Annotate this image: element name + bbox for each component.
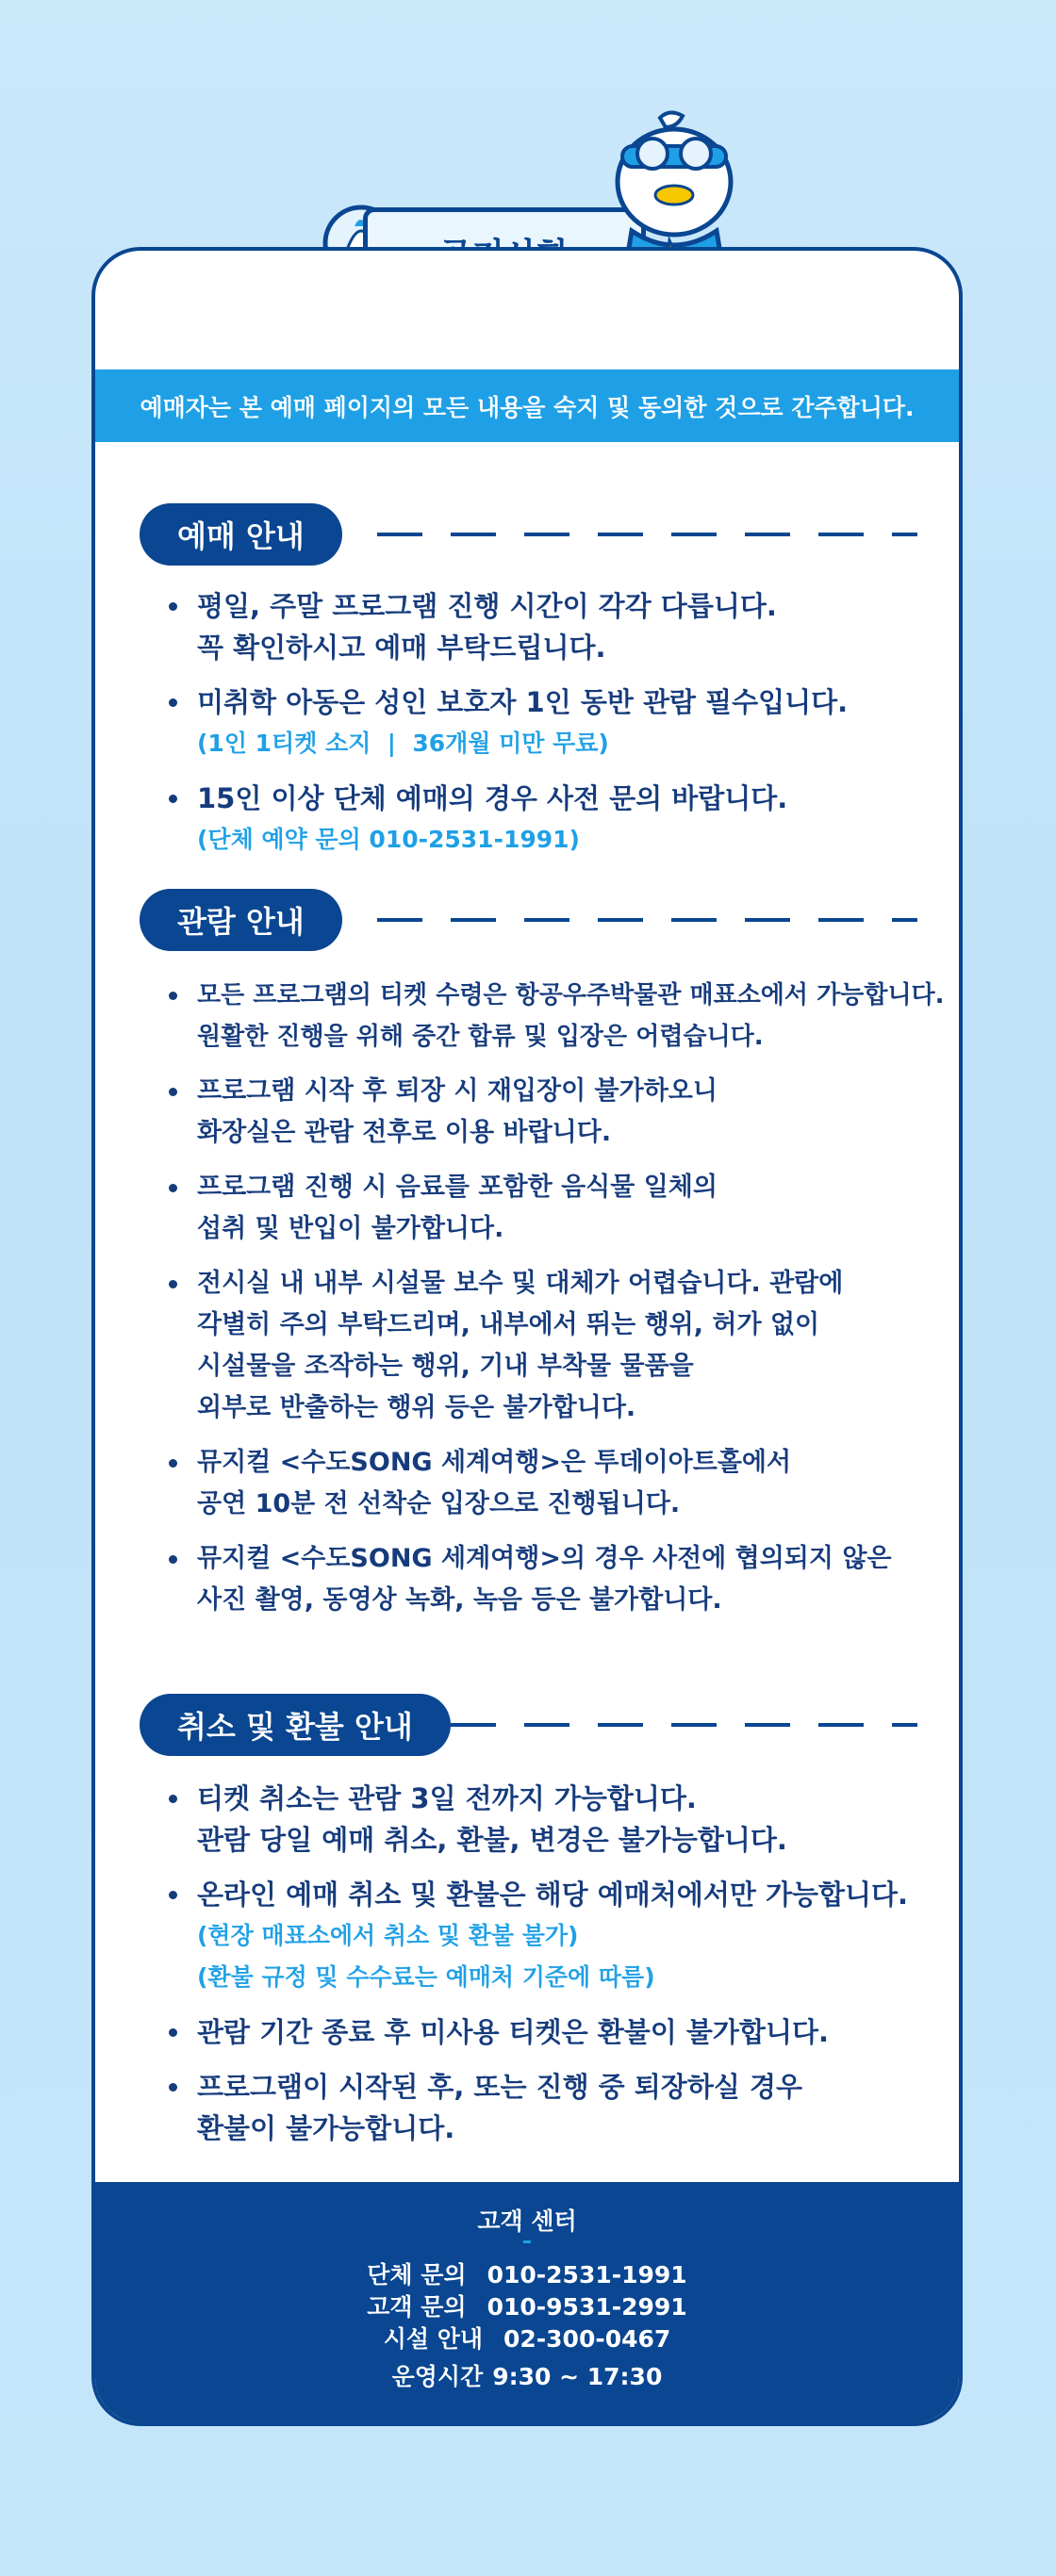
booking-info-list	[169, 585, 921, 874]
refund-info-list	[169, 1778, 921, 2162]
list-item: 평일, 주말 프로그램 진행 시간이 각각 다릅니다. 꼭 확인하시고 예매 부탁드립니다.	[169, 585, 921, 668]
note-text: (환불 규정 및 수수료는 예매처 기준에 따름)	[197, 1963, 655, 1991]
hours-label: 운영시간	[391, 2363, 484, 2390]
dashed-divider	[377, 533, 917, 536]
list-item: 온라인 예매 취소 및 환불은 해당 예매처에서만 가능합니다. (현장 매표소에서 취소 및 환불 불가) (환불 규정 및 수수료는 예매처 기준에 따름)	[169, 1874, 921, 1998]
section-title-pill: 예매 안내	[140, 503, 342, 566]
contact-row	[95, 2291, 959, 2323]
contact-list	[95, 2259, 959, 2393]
list-item: 관람 기간 종료 후 미사용 티켓은 환불이 불가합니다.	[169, 2011, 921, 2053]
contact-label: 단체 문의	[367, 2261, 467, 2289]
contact-row	[95, 2323, 959, 2355]
list-item: 프로그램 시작 후 퇴장 시 재입장이 불가하오니 화장실은 관람 전후로 이용 바랍니다.	[169, 1071, 921, 1154]
contact-row	[95, 2259, 959, 2291]
list-item: 미취학 아동은 성인 보호자 1인 동반 관람 필수입니다. (1인 1티켓 소지 | 36개월 미만 무료)	[169, 681, 921, 764]
contact-label: 고객 문의	[367, 2293, 467, 2321]
viewing-info-list	[169, 975, 945, 1634]
section-header-viewing	[140, 889, 917, 951]
footer-accent-mark	[523, 2240, 531, 2243]
section-title-pill: 관람 안내	[140, 889, 342, 951]
operating-hours	[95, 2361, 959, 2393]
section-title-pill: 취소 및 환불 안내	[140, 1694, 451, 1756]
agreement-notice: 예매자는 본 예매 페이지의 모든 내용을 숙지 및 동의한 것으로 간주합니다.	[95, 369, 959, 442]
list-item: 프로그램이 시작된 후, 또는 진행 중 퇴장하실 경우 환불이 불가능합니다.	[169, 2066, 921, 2149]
list-item: 15인 이상 단체 예매의 경우 사전 문의 바랍니다. (단체 예약 문의 010-2531-1991)	[169, 778, 921, 861]
list-item: 프로그램 진행 시 음료를 포함한 음식물 일체의 섭취 및 반입이 불가합니다.	[169, 1167, 921, 1250]
note-text: (1인 1티켓 소지 | 36개월 미만 무료)	[197, 730, 609, 757]
section-header-refund	[140, 1694, 917, 1756]
list-item: 뮤지컬 <수도SONG 세계여행>의 경우 사전에 협의되지 않은 사진 촬영, 동영상 녹화, 녹음 등은 불가합니다.	[169, 1538, 921, 1621]
list-item: 모든 프로그램의 티켓 수령은 항공우주박물관 매표소에서 가능합니다. 원활한 진행을 위해 중간 합류 및 입장은 어렵습니다.	[169, 975, 921, 1058]
notice-card	[91, 247, 963, 2426]
note-text: (현장 매표소에서 취소 및 환불 불가)	[197, 1922, 579, 1949]
list-item: 티켓 취소는 관람 3일 전까지 가능합니다. 관람 당일 예매 취소, 환불, 변경은 불가능합니다.	[169, 1778, 921, 1861]
section-header-booking	[140, 503, 917, 566]
contact-label: 시설 안내	[383, 2325, 483, 2353]
contact-phone: 010-2531-1991	[487, 2261, 687, 2289]
customer-center-footer	[95, 2182, 959, 2422]
dashed-divider	[377, 918, 917, 922]
hours-value: 9:30 ~ 17:30	[492, 2363, 663, 2390]
note-text: (단체 예약 문의 010-2531-1991)	[197, 826, 580, 853]
list-item: 뮤지컬 <수도SONG 세계여행>은 투데이아트홀에서 공연 10분 전 선착순 입장으로 진행됩니다.	[169, 1442, 921, 1525]
footer-title: 고객 센터	[477, 2207, 577, 2235]
list-item: 전시실 내 내부 시설물 보수 및 대체가 어렵습니다. 관람에 각별히 주의 부탁드리며, 내부에서 뛰는 행위, 허가 없이 시설물을 조작하는 행위, 기내 부착물 물품을 외부로 반출하는 행위 등은 불가합니다.	[169, 1263, 921, 1429]
dashed-divider	[451, 1723, 917, 1727]
contact-phone: 02-300-0467	[503, 2325, 671, 2353]
contact-phone: 010-9531-2991	[487, 2293, 687, 2321]
